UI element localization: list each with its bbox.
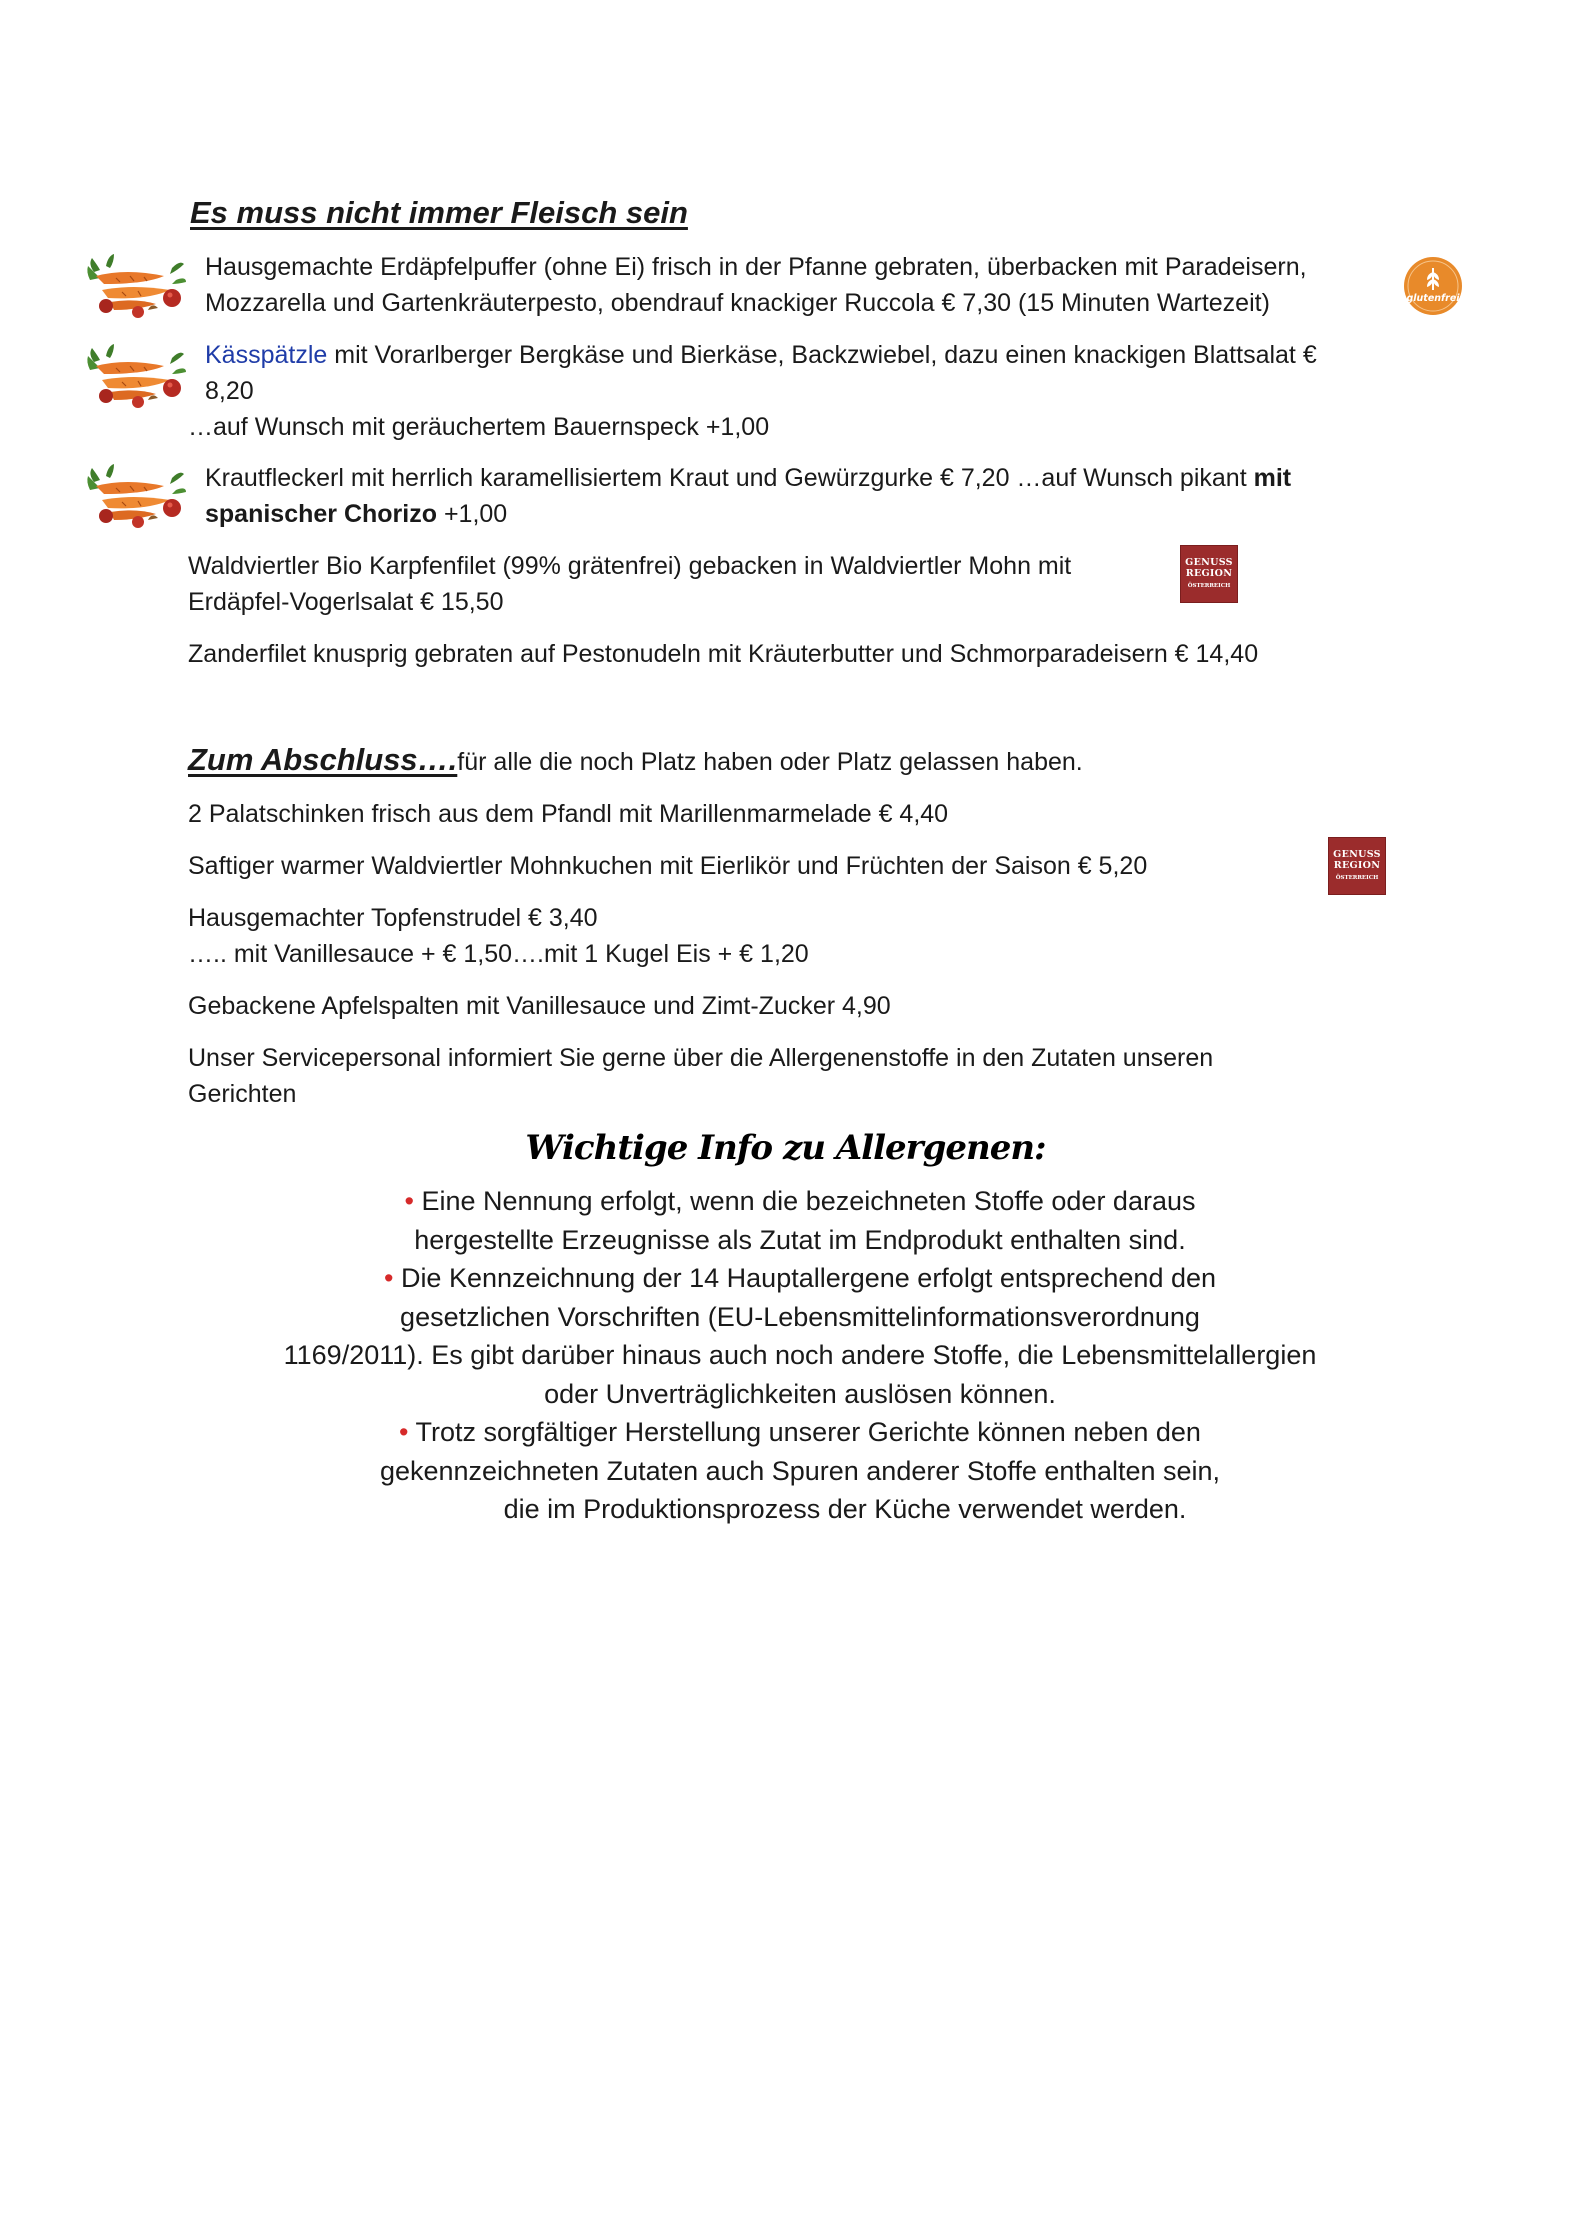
allergen-info-text: Trotz sorgfältiger Herstellung unserer Gerichte können neben den <box>408 1417 1201 1447</box>
menu-item-kaesspaetzle-extra: …auf Wunsch mit geräuchertem Bauernspeck +1,00 <box>188 413 770 441</box>
genuss-badge-line3: ÖSTERREICH <box>1335 874 1379 881</box>
genuss-badge-line1: GENUSS <box>1333 848 1381 860</box>
allergen-info-block <box>0 1182 1571 1529</box>
section-heading-dessert-row <box>188 742 1083 780</box>
menu-item-zanderfilet: Zanderfilet knusprig gebraten auf Pestonudeln mit Kräuterbutter und Schmorparadeisern € 14,40 <box>188 640 1259 668</box>
allergen-info-p2-line1 <box>0 1259 1571 1298</box>
bullet-icon: • <box>383 1263 394 1293</box>
section-subheading-dessert: für alle die noch Platz haben oder Platz gelassen haben. <box>457 748 1083 776</box>
menu-item-kaesspaetzle-price: 8,20 <box>205 377 254 405</box>
genuss-badge-line2: REGION <box>1333 859 1381 871</box>
menu-item-erdaepfelpuffer-line2: Mozzarella und Gartenkräuterpesto, obendrauf knackiger Ruccola € 7,30 (15 Minuten Wartezeit) <box>205 289 1270 317</box>
allergen-note-line2: Gerichten <box>188 1080 297 1108</box>
genuss-badge-line1: GENUSS <box>1185 556 1233 568</box>
allergen-info-p3-line3: die im Produktionsprozess der Küche verwendet werden. <box>503 1494 1187 1524</box>
menu-item-krautfleckerl-chorizo: spanischer Chorizo <box>205 500 437 528</box>
allergen-info-p3-line2: gekennzeichneten Zutaten auch Spuren anderer Stoffe enthalten sein, <box>379 1455 1221 1486</box>
vegetable-bundle-icon <box>86 250 188 320</box>
menu-item-krautfleckerl-price: +1,00 <box>437 500 508 528</box>
bullet-icon: • <box>404 1186 414 1216</box>
vegetable-bundle-icon <box>86 340 188 410</box>
menu-item-kaesspaetzle-highlight: Kässpätzle <box>205 341 328 369</box>
menu-item-krautfleckerl-line2 <box>205 496 507 532</box>
allergen-info-text: Die Kennzeichnung der 14 Hauptallergene erfolgt entsprechend den <box>393 1263 1217 1293</box>
allergen-info-p1-line2: hergestellte Erzeugnisse als Zutat im Endprodukt enthalten sind. <box>414 1224 1186 1255</box>
menu-item-krautfleckerl-bold: mit <box>1253 464 1292 492</box>
genuss-badge-line2: REGION <box>1185 567 1233 579</box>
allergen-info-title: Wichtige Info zu Allergenen: <box>525 1128 1046 1168</box>
menu-item-erdaepfelpuffer-line1: Hausgemachte Erdäpfelpuffer (ohne Ei) frisch in der Pfanne gebraten, überbacken mit Paradeisern, <box>205 253 1307 281</box>
menu-item-krautfleckerl-line1 <box>205 460 1291 496</box>
allergen-info-p1-line1 <box>0 1182 1571 1221</box>
allergen-info-text: Eine Nennung erfolgt, wenn die bezeichneten Stoffe oder daraus <box>413 1186 1196 1216</box>
menu-item-krautfleckerl-text: Krautfleckerl mit herrlich karamellisiertem Kraut und Gewürzgurke € 7,20 …auf Wunsch pikant <box>205 464 1254 492</box>
allergen-info-p2-line3: 1169/2011). Es gibt darüber hinaus auch noch andere Stoffe, die Lebensmittelallergien <box>283 1340 1317 1370</box>
allergen-info-p3-line1 <box>0 1413 1571 1452</box>
genuss-region-badge-icon <box>1181 546 1237 602</box>
glutenfree-badge-icon <box>1403 256 1463 316</box>
menu-item-topfenstrudel-extras: ….. mit Vanillesauce + € 1,50….mit 1 Kugel Eis + € 1,20 <box>188 940 809 968</box>
menu-item-apfelspalten: Gebackene Apfelspalten mit Vanillesauce und Zimt-Zucker 4,90 <box>188 992 891 1020</box>
menu-item-mohnkuchen: Saftiger warmer Waldviertler Mohnkuchen mit Eierlikör und Früchten der Saison € 5,20 <box>188 852 1148 880</box>
vegetable-bundle-icon <box>86 460 188 530</box>
genuss-region-badge-icon <box>1329 838 1385 894</box>
menu-item-kaesspaetzle-line1 <box>205 337 1317 373</box>
bullet-icon: • <box>399 1417 409 1447</box>
genuss-badge-line3: ÖSTERREICH <box>1187 582 1231 589</box>
menu-item-karpfenfilet-line2: Erdäpfel-Vogerlsalat € 15,50 <box>188 588 504 616</box>
menu-item-kaesspaetzle-text: mit Vorarlberger Bergkäse und Bierkäse, Backzwiebel, dazu einen knackigen Blattsalat € <box>327 341 1317 369</box>
allergen-info-p2-line2: gesetzlichen Vorschriften (EU-Lebensmittelinformationsverordnung <box>400 1301 1200 1332</box>
allergen-note-line1: Unser Servicepersonal informiert Sie gerne über die Allergenenstoffe in den Zutaten unseren <box>188 1044 1214 1072</box>
menu-item-karpfenfilet-line1: Waldviertler Bio Karpfenfilet (99% grätenfrei) gebacken in Waldviertler Mohn mit <box>188 552 1072 580</box>
glutenfree-badge-text: glutenfrei <box>1406 293 1460 304</box>
allergen-info-p2-line4: oder Unverträglichkeiten auslösen können. <box>544 1378 1056 1409</box>
menu-item-topfenstrudel: Hausgemachter Topfenstrudel € 3,40 <box>188 904 598 932</box>
menu-item-palatschinken: 2 Palatschinken frisch aus dem Pfandl mit Marillenmarmelade € 4,40 <box>188 800 949 828</box>
section-heading-dessert: Zum Abschluss…. <box>188 742 458 777</box>
section-heading-vegetarian: Es muss nicht immer Fleisch sein <box>190 195 688 230</box>
